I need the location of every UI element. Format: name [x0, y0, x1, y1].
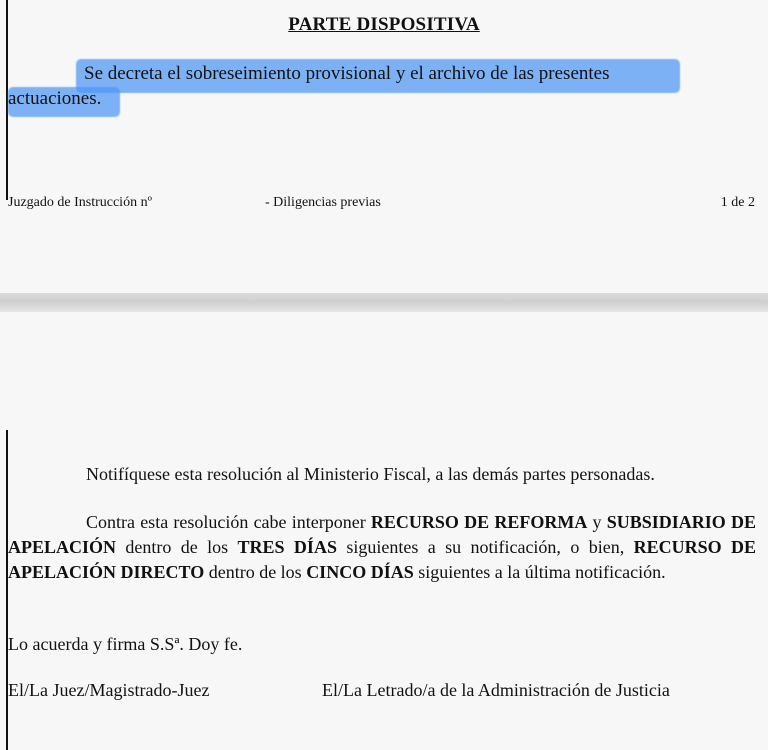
section-title: PARTE DISPOSITIVA	[288, 14, 480, 35]
appeal-deadline-three-days: TRES DÍAS	[237, 537, 337, 557]
appeal-paragraph	[8, 510, 756, 585]
page-2-margin-line	[6, 430, 8, 750]
decree-text-line-1[interactable]: Se decreta el sobreseimiento provisional y el archivo de las presentes	[84, 63, 610, 84]
appeal-remedy-subsidiario: SUBSIDIARIO DE APELACIÓN	[8, 512, 757, 557]
appeal-text: dentro de los	[116, 537, 238, 557]
appeal-remedy-directo: RECURSO DE APELACIÓN DIRECTO	[8, 537, 756, 582]
appeal-text: Contra esta resolución cabe interponer	[86, 512, 371, 532]
footer-proceeding: - Diligencias previas	[265, 195, 381, 210]
signature-judge: El/La Juez/Magistrado-Juez	[8, 680, 210, 700]
appeal-text: siguientes a la última notificación.	[413, 562, 666, 582]
page-separator	[0, 293, 768, 312]
agreement-statement: Lo acuerda y firma S.Sª. Doy fe.	[8, 634, 243, 654]
document-page-1	[0, 0, 768, 293]
appeal-text: y	[587, 512, 607, 532]
footer-page-count: 1 de 2	[720, 195, 755, 210]
signature-clerk: El/La Letrado/a de la Administración de Justicia	[322, 680, 670, 700]
appeal-text: siguientes a su notificación, o bien,	[336, 537, 634, 557]
footer-court: Juzgado de Instrucción nº	[8, 195, 152, 210]
appeal-text: dentro de los	[204, 562, 307, 582]
appeal-deadline-five-days: CINCO DÍAS	[306, 562, 414, 582]
notification-paragraph: Notifíquese esta resolución al Ministerio Fiscal, a las demás partes personadas.	[86, 464, 655, 484]
appeal-remedy-reforma: RECURSO DE REFORMA	[370, 512, 588, 532]
decree-text-line-2[interactable]: actuaciones.	[8, 88, 102, 109]
